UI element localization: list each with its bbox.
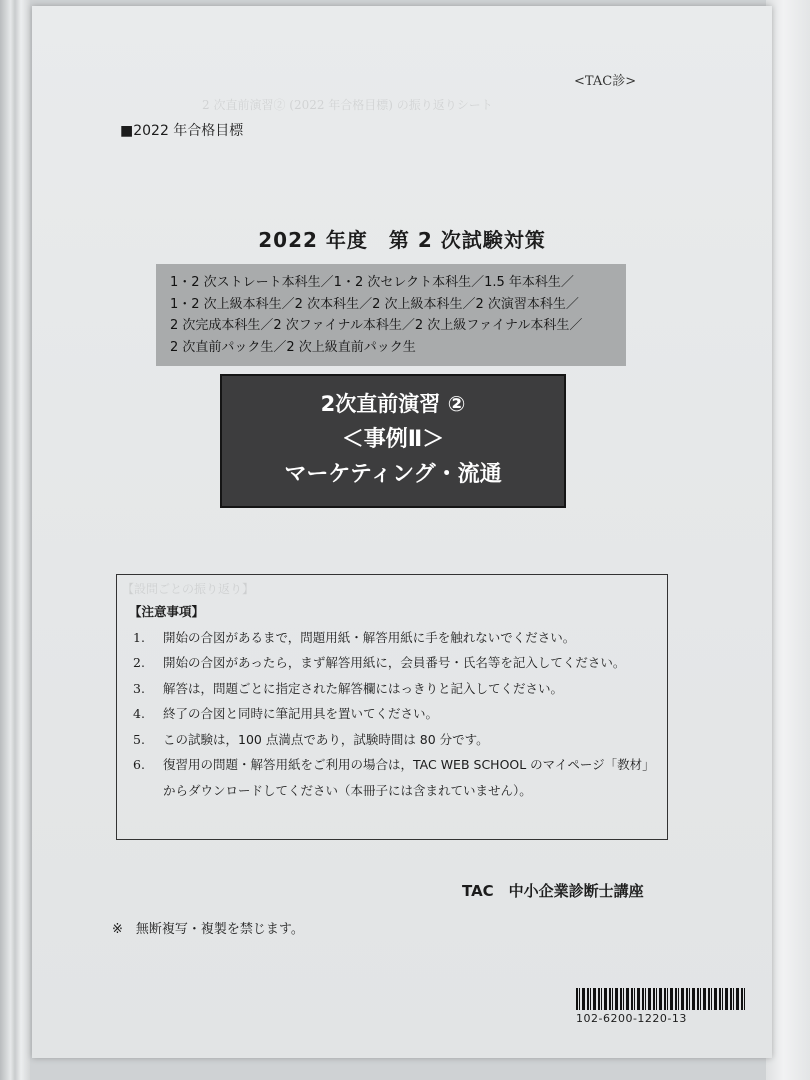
note-number: 4. [133,706,145,721]
barcode-block [576,988,746,1025]
note-text: 開始の合図があったら，まず解答用紙に，会員番号・氏名等を記入してください。 [163,655,626,670]
exam-subject: マーケティング・流通 [284,462,502,487]
note-item [133,676,653,702]
page-stack-left [0,0,30,1080]
document-cover-page [32,6,772,1058]
page-stack-right [766,0,810,1080]
note-item [133,650,653,676]
organization-name: TAC 中小企業診断士講座 [462,882,644,900]
copyright-notice: ※ 無断複写・複製を禁じます。 [112,922,304,937]
note-number: 6. [133,757,145,772]
course-line: 1・2 次上級本科生／2 次本科生／2 次上級本科生／2 次演習本科生／ [170,296,579,312]
note-text: 解答は，問題ごとに指定された解答欄にはっきりと記入してください。 [163,680,564,696]
document-title: 2022 年度 第 2 次試験対策 [258,228,546,252]
notes-box [116,574,668,840]
note-number: 2. [133,655,145,670]
exam-name: 2次直前演習 ② [320,392,466,416]
barcode-icon [576,988,746,1010]
note-text: 終了の合図と同時に筆記用具を置いてください。 [163,706,439,721]
tac-badge: <TAC診> [574,74,637,89]
course-line: 2 次完成本科生／2 次ファイナル本科生／2 次上級ファイナル本科生／ [170,318,583,333]
barcode-number: 102-6200-1220-13 [576,1012,687,1025]
note-number: 5. [133,731,145,747]
exam-title-box [220,374,566,508]
note-number: 3. [133,680,145,696]
notes-heading: 【注意事項】 [129,604,205,619]
note-text: この試験は，100 点満点であり，試験時間は 80 分です。 [163,731,489,747]
note-item [133,752,653,803]
note-item [133,727,653,753]
exam-case: ＜事例Ⅱ＞ [341,427,445,452]
bleed-through-text: 2 次直前演習② (2022 年合格目標) の振り返りシート [202,98,493,112]
course-list-box [156,264,626,366]
note-item [133,701,653,727]
note-text: 復習用の問題・解答用紙をご利用の場合は，TAC WEB SCHOOL のマイページ「教材」からダウンロードしてください（本冊子には含まれていません）。 [163,757,649,798]
course-line: 1・2 次ストレート本科生／1・2 次セレクト本科生／1.5 年本科生／ [170,275,574,290]
bleed-through-text: 【設問ごとの振り返り】 [122,582,255,596]
course-line: 2 次直前パック生／2 次上級直前パック生 [170,339,416,355]
note-text: 開始の合図があるまで，問題用紙・解答用紙に手を触れないでください。 [163,629,576,645]
note-item [133,625,653,651]
note-number: 1. [133,629,145,645]
target-year-label: ■2022 年合格目標 [120,123,244,139]
